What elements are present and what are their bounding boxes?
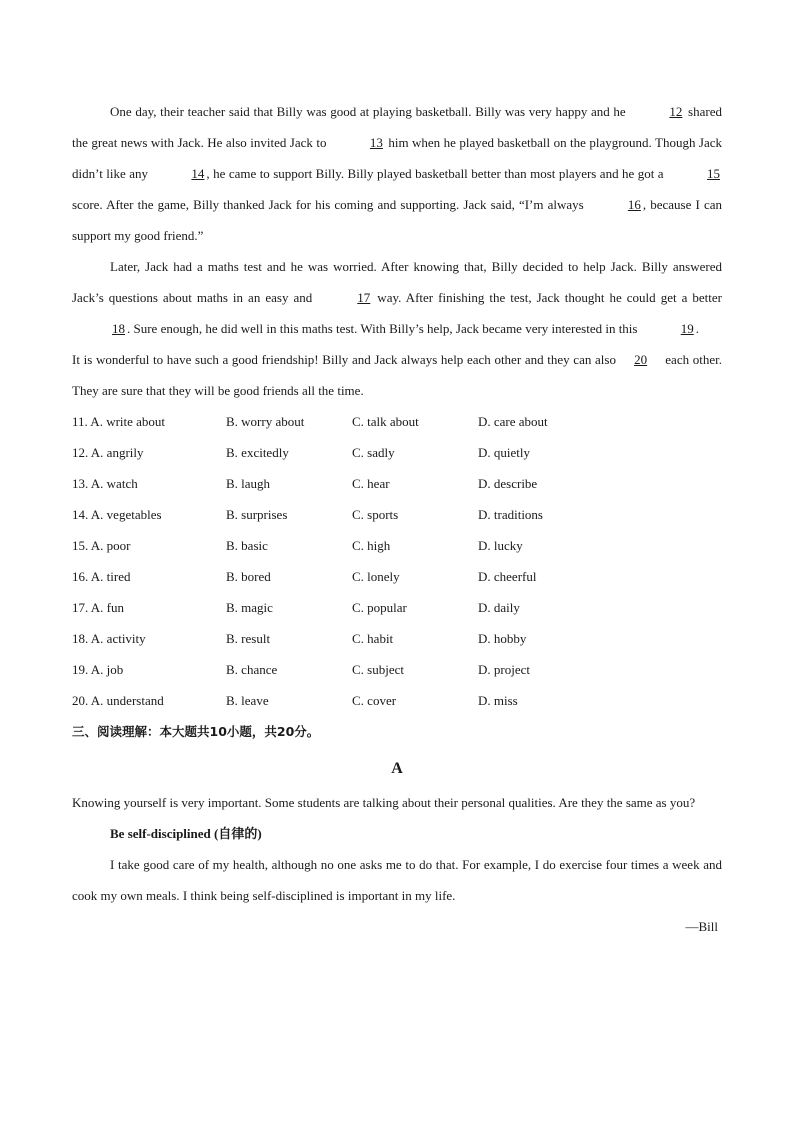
option-b: B. magic [226, 600, 273, 615]
blank-17: 17 [357, 290, 371, 305]
option-d: D. care about [478, 414, 548, 429]
question-16-options [72, 561, 722, 592]
cloze-text: , he came to support Billy. Billy played basketball better than most players and he got a [206, 166, 667, 181]
option-a: 15. A. poor [72, 538, 131, 553]
option-c: C. habit [352, 631, 394, 646]
option-a: 20. A. understand [72, 693, 164, 708]
option-a: 14. A. vegetables [72, 507, 162, 522]
option-c: C. lonely [352, 569, 400, 584]
option-d: D. hobby [478, 631, 527, 646]
cloze-text: Later, Jack had a maths test and he was worried. After knowing that, Billy decided to help Jack. Billy answered Jack’s questions about maths in an easy and [72, 259, 722, 305]
option-b: B. basic [226, 538, 268, 553]
cloze-text: . [695, 321, 699, 336]
option-b: B. leave [226, 693, 269, 708]
passage-intro: Knowing yourself is very important. Some students are talking about their personal qualities. Are they the same as you? [72, 795, 696, 810]
option-d: D. quietly [478, 445, 530, 460]
option-c: C. subject [352, 662, 404, 677]
option-b: B. laugh [226, 476, 271, 491]
blank-13: 13 [369, 135, 383, 150]
question-15-options [72, 530, 722, 561]
option-c: C. hear [352, 476, 390, 491]
option-d: D. daily [478, 600, 520, 615]
passage-body: I take good care of my health, although no one asks me to do that. For example, I do exercise four times a week and cook my own meals. I think being self-disciplined is important in my life. [72, 857, 722, 903]
question-13-options [72, 468, 722, 499]
blank-14: 14 [191, 166, 205, 181]
cloze-text: One day, their teacher said that Billy was good at playing basketball. Billy was very happy and he [110, 104, 630, 119]
cloze-text: It is wonderful to have such a good friendship! Billy and Jack always help each other and they can also [72, 352, 620, 367]
option-d: D. miss [478, 693, 518, 708]
passage-subheading: Be self-disciplined (自律的) [110, 826, 262, 841]
cloze-paragraph-2 [72, 251, 722, 344]
option-c: C. sadly [352, 445, 395, 460]
question-14-options [72, 499, 722, 530]
option-a: 11. A. write about [72, 414, 166, 429]
question-11-options [72, 406, 722, 437]
cloze-text: score. After the game, Billy thanked Jack for his coming and supporting. Jack said, “I’m always [72, 197, 588, 212]
options-list [72, 406, 722, 716]
blank-16: 16 [627, 197, 641, 212]
option-b: B. excitedly [226, 445, 289, 460]
question-17-options [72, 592, 722, 623]
option-b: B. chance [226, 662, 278, 677]
cloze-text: each other. They are sure that they will be good friends all the time. [72, 352, 722, 398]
question-18-options [72, 623, 722, 654]
option-a: 12. A. angrily [72, 445, 144, 460]
section-heading: 三、阅读理解：本大题共10小题，共20分。 [72, 724, 320, 739]
option-b: B. surprises [226, 507, 288, 522]
option-d: D. describe [478, 476, 538, 491]
option-a: 19. A. job [72, 662, 124, 677]
option-a: 16. A. tired [72, 569, 131, 584]
option-c: C. popular [352, 600, 407, 615]
cloze-paragraph-3 [72, 344, 722, 406]
option-d: D. lucky [478, 538, 523, 553]
option-d: D. project [478, 662, 530, 677]
option-a: 13. A. watch [72, 476, 138, 491]
blank-12: 12 [669, 104, 683, 119]
cloze-text: way. After finishing the test, Jack thought he could get a better [372, 290, 722, 305]
option-b: B. bored [226, 569, 271, 584]
question-12-options [72, 437, 722, 468]
blank-15: 15 [707, 166, 720, 181]
passage-signature: —Bill [685, 919, 718, 934]
blank-20: 20 [634, 352, 648, 367]
cloze-text: him when he played basketball on the playground. Though Jack didn’t like any [72, 135, 723, 181]
page-content [72, 96, 722, 942]
option-c: C. high [352, 538, 391, 553]
option-b: B. result [226, 631, 271, 646]
cloze-text: , because I can support my good friend.” [72, 197, 722, 243]
passage-title: A [391, 760, 403, 777]
option-a: 18. A. activity [72, 631, 146, 646]
question-19-options [72, 654, 722, 685]
cloze-paragraph-1 [72, 96, 722, 251]
option-c: C. sports [352, 507, 399, 522]
blank-18: 18 [112, 321, 125, 336]
blank-19: 19 [680, 321, 694, 336]
option-c: C. cover [352, 693, 397, 708]
cloze-text: . Sure enough, he did well in this maths test. With Billy’s help, Jack became very interested in this [127, 321, 641, 336]
question-20-options [72, 685, 722, 716]
option-a: 17. A. fun [72, 600, 124, 615]
cloze-text: shared the great news with Jack. He also invited Jack to [72, 104, 722, 150]
option-b: B. worry about [226, 414, 305, 429]
option-d: D. traditions [478, 507, 543, 522]
option-c: C. talk about [352, 414, 419, 429]
option-d: D. cheerful [478, 569, 537, 584]
